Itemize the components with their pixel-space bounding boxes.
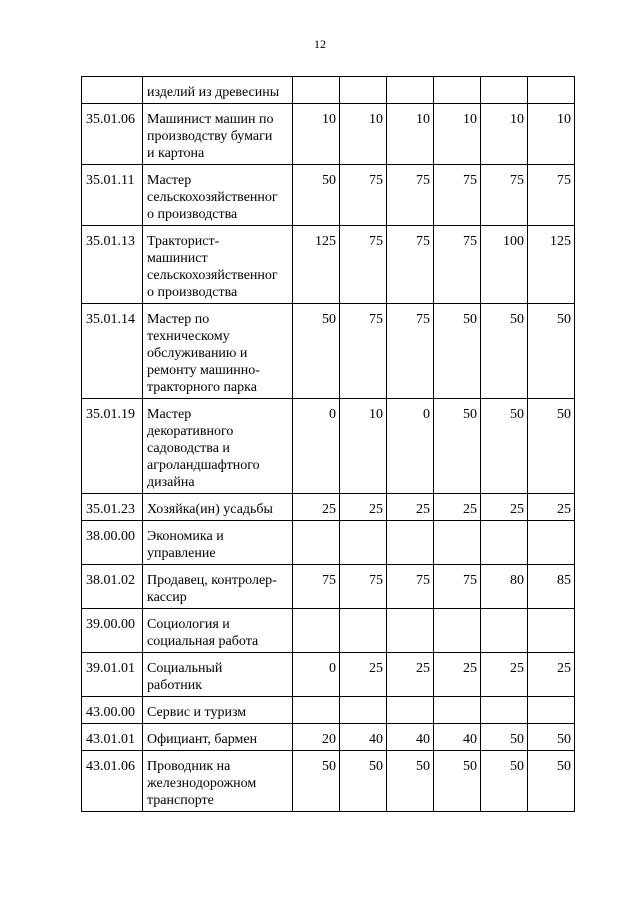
- row-value-5: 75: [481, 165, 528, 226]
- row-code: 43.01.06: [82, 751, 143, 812]
- page-number: 12: [314, 37, 326, 51]
- table-row: [82, 399, 575, 494]
- row-code: 35.01.11: [82, 165, 143, 226]
- row-value-1: 20: [293, 724, 340, 751]
- row-value-1: 75: [293, 565, 340, 609]
- row-name: Мастер декоративного садоводства и агроландшафтного дизайна: [147, 407, 260, 490]
- row-value-3: [387, 697, 434, 724]
- row-name-cell: [143, 653, 293, 697]
- row-value-6: 125: [528, 226, 575, 304]
- row-value-3: 40: [387, 724, 434, 751]
- row-value-6: 50: [528, 304, 575, 399]
- row-value-2: 10: [340, 104, 387, 165]
- row-name: Проводник на железнодорожном транспорте: [147, 759, 257, 808]
- row-code: 39.01.01: [82, 653, 143, 697]
- row-value-2: [340, 697, 387, 724]
- row-value-5: [481, 77, 528, 104]
- row-code: 38.00.00: [82, 521, 143, 565]
- row-value-1: 10: [293, 104, 340, 165]
- row-name-cell: [143, 165, 293, 226]
- row-value-2: [340, 77, 387, 104]
- row-value-3: [387, 609, 434, 653]
- row-value-1: 50: [293, 751, 340, 812]
- row-value-2: 75: [340, 304, 387, 399]
- row-code: 39.00.00: [82, 609, 143, 653]
- row-value-6: [528, 697, 575, 724]
- row-value-2: 25: [340, 494, 387, 521]
- row-value-5: [481, 697, 528, 724]
- row-value-3: 75: [387, 304, 434, 399]
- row-value-2: 40: [340, 724, 387, 751]
- row-value-5: 50: [481, 751, 528, 812]
- table-row: [82, 565, 575, 609]
- row-code: 35.01.23: [82, 494, 143, 521]
- row-value-3: 25: [387, 653, 434, 697]
- row-value-3: [387, 77, 434, 104]
- row-value-4: 40: [434, 724, 481, 751]
- row-value-6: 25: [528, 494, 575, 521]
- table-row: [82, 304, 575, 399]
- row-value-2: 50: [340, 751, 387, 812]
- row-value-1: 0: [293, 653, 340, 697]
- row-value-6: [528, 521, 575, 565]
- row-code: 43.01.01: [82, 724, 143, 751]
- row-name: Мастер по техническому обслуживанию и ремонту машинно- тракторного парка: [147, 312, 260, 395]
- row-name-cell: [143, 77, 293, 104]
- row-value-4: 50: [434, 304, 481, 399]
- row-name: Мастер сельскохозяйственног о производства: [147, 173, 278, 222]
- row-name-cell: [143, 724, 293, 751]
- row-code: 38.01.02: [82, 565, 143, 609]
- row-name-cell: [143, 226, 293, 304]
- row-value-5: 50: [481, 304, 528, 399]
- row-name: Продавец, контролер- кассир: [147, 573, 277, 605]
- row-code: 35.01.19: [82, 399, 143, 494]
- row-name-cell: [143, 521, 293, 565]
- table-row: [82, 724, 575, 751]
- table-row: [82, 751, 575, 812]
- row-code: 35.01.14: [82, 304, 143, 399]
- row-code: [82, 77, 143, 104]
- row-value-5: 50: [481, 399, 528, 494]
- row-value-2: [340, 521, 387, 565]
- table-row: [82, 697, 575, 724]
- row-value-1: [293, 77, 340, 104]
- table-row: [82, 521, 575, 565]
- row-value-3: [387, 521, 434, 565]
- row-name: Экономика и управление: [147, 529, 224, 561]
- row-code: 35.01.06: [82, 104, 143, 165]
- table-row: [82, 609, 575, 653]
- row-value-4: 75: [434, 165, 481, 226]
- row-value-1: 25: [293, 494, 340, 521]
- row-name: Хозяйка(ин) усадьбы: [147, 502, 273, 517]
- table-row: [82, 653, 575, 697]
- row-code: 43.00.00: [82, 697, 143, 724]
- row-value-4: 25: [434, 653, 481, 697]
- row-value-2: 25: [340, 653, 387, 697]
- row-value-5: 25: [481, 653, 528, 697]
- row-value-2: [340, 609, 387, 653]
- row-value-6: 75: [528, 165, 575, 226]
- row-value-6: 25: [528, 653, 575, 697]
- row-value-6: [528, 609, 575, 653]
- row-value-4: [434, 609, 481, 653]
- row-value-4: [434, 521, 481, 565]
- table-row: [82, 165, 575, 226]
- row-value-4: 10: [434, 104, 481, 165]
- row-name: Машинист машин по производству бумаги и картона: [147, 112, 274, 161]
- row-name-cell: [143, 399, 293, 494]
- row-name: Социальный работник: [147, 661, 223, 693]
- row-value-3: 0: [387, 399, 434, 494]
- table-row: [82, 104, 575, 165]
- row-value-5: 50: [481, 724, 528, 751]
- row-value-3: 10: [387, 104, 434, 165]
- row-value-4: 25: [434, 494, 481, 521]
- row-value-6: 50: [528, 751, 575, 812]
- row-value-4: 75: [434, 565, 481, 609]
- row-value-1: 125: [293, 226, 340, 304]
- row-value-3: 75: [387, 165, 434, 226]
- table-body: [82, 77, 575, 812]
- row-name-cell: [143, 494, 293, 521]
- row-name: Сервис и туризм: [147, 705, 247, 720]
- row-value-4: [434, 77, 481, 104]
- row-value-5: 100: [481, 226, 528, 304]
- row-name: Тракторист- машинист сельскохозяйственног о производства: [147, 234, 278, 300]
- row-value-4: 75: [434, 226, 481, 304]
- row-value-1: [293, 697, 340, 724]
- row-name: изделий из древесины: [147, 85, 280, 100]
- table-row: [82, 226, 575, 304]
- row-value-2: 75: [340, 226, 387, 304]
- row-value-5: [481, 609, 528, 653]
- row-value-1: [293, 609, 340, 653]
- row-value-3: 50: [387, 751, 434, 812]
- row-value-1: 0: [293, 399, 340, 494]
- row-value-6: [528, 77, 575, 104]
- row-value-6: 50: [528, 399, 575, 494]
- row-name: Официант, бармен: [147, 732, 258, 747]
- table-row: [82, 494, 575, 521]
- row-value-6: 50: [528, 724, 575, 751]
- table-row: [82, 77, 575, 104]
- row-name-cell: [143, 697, 293, 724]
- row-value-3: 75: [387, 565, 434, 609]
- row-value-1: 50: [293, 304, 340, 399]
- row-value-4: 50: [434, 399, 481, 494]
- row-name-cell: [143, 304, 293, 399]
- row-value-4: [434, 697, 481, 724]
- row-value-1: 50: [293, 165, 340, 226]
- row-value-5: 25: [481, 494, 528, 521]
- row-name-cell: [143, 565, 293, 609]
- row-code: 35.01.13: [82, 226, 143, 304]
- row-name-cell: [143, 609, 293, 653]
- row-value-3: 75: [387, 226, 434, 304]
- row-value-5: 80: [481, 565, 528, 609]
- row-name: Социология и социальная работа: [147, 617, 259, 649]
- row-value-5: [481, 521, 528, 565]
- data-table: [81, 76, 575, 812]
- row-value-3: 25: [387, 494, 434, 521]
- row-name-cell: [143, 104, 293, 165]
- row-value-5: 10: [481, 104, 528, 165]
- row-value-6: 10: [528, 104, 575, 165]
- row-value-4: 50: [434, 751, 481, 812]
- row-value-1: [293, 521, 340, 565]
- row-value-2: 75: [340, 565, 387, 609]
- row-value-2: 75: [340, 165, 387, 226]
- row-value-6: 85: [528, 565, 575, 609]
- row-name-cell: [143, 751, 293, 812]
- row-value-2: 10: [340, 399, 387, 494]
